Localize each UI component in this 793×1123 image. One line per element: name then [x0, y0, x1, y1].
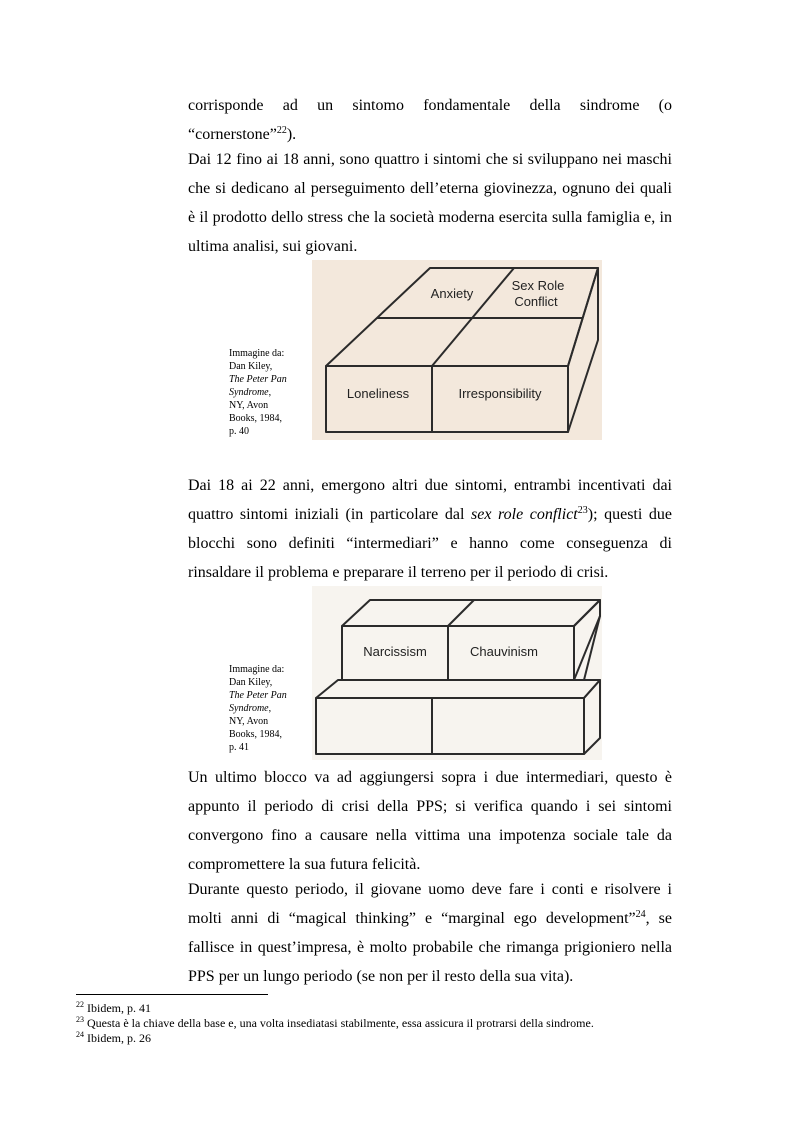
paragraph-5-line-4: PPS per un lungo periodo (se non per il resto della sua vita). [188, 968, 574, 985]
footnote-separator [76, 994, 268, 995]
caption-title-part: Syndrome [229, 703, 269, 714]
paragraph-4-line-3: convergono fino a causare nella vittima una impotenza sociale tale da [188, 827, 672, 844]
emphasis-text: sex role conflict [470, 506, 578, 523]
paragraph-3-line-2 [188, 500, 672, 529]
block-label-chauvinism: Chauvinism [470, 644, 538, 659]
caption-title-part: Syndrome [229, 387, 269, 398]
caption-line: Books, 1984, [229, 729, 283, 740]
paragraph-2-line-3: è il prodotto dello stress che la società moderna esercita sulla famiglia e, in [188, 209, 672, 226]
paragraph-4-line-4: compromettere la sua futura felicità. [188, 856, 421, 873]
figure-1-caption [229, 347, 299, 438]
figure-1-image [312, 260, 602, 440]
paragraph-5-line-3: fallisce in quest’impresa, è molto probabile che rimanga prigioniero nella [188, 939, 672, 956]
footnote-ref-24[interactable]: 24 [635, 909, 646, 920]
paragraph-2-line-4: ultima analisi, sui giovani. [188, 238, 358, 255]
paragraph-4-line-2: appunto il periodo di crisi della PPS; si verifica quando i sei sintomi [188, 798, 672, 815]
paragraph-4 [188, 763, 672, 879]
text-fragment: ). [286, 126, 297, 143]
caption-line: Immagine da: [229, 664, 285, 675]
caption-comma: , [268, 703, 272, 714]
caption-line: Dan Kiley, [229, 361, 273, 372]
figure-1-diagram [312, 260, 602, 440]
block-label-anxiety: Anxiety [430, 286, 474, 301]
caption-title [229, 702, 299, 715]
text-fragment: ); questi due [587, 506, 673, 523]
paragraph-3-line-4: rinsaldare il problema e preparare il terreno per il periodo di crisi. [188, 564, 609, 581]
caption-line: p. 40 [229, 426, 249, 437]
paragraph-3-line-1: Dai 18 ai 22 anni, emergono altri due sintomi, entrambi incentivati dai [188, 477, 672, 494]
figure-2-image [312, 586, 602, 760]
caption-comma: , [268, 387, 272, 398]
paragraph-3-line-3: blocchi sono definiti “intermediari” e hanno come conseguenza di [188, 535, 672, 552]
footnote-ref-22[interactable]: 22 [276, 125, 287, 136]
caption-title [229, 386, 299, 399]
caption-title [229, 373, 299, 386]
paragraph-5-line-2 [188, 904, 672, 933]
caption-title-part: The Peter Pan [229, 374, 287, 385]
figure-2-caption [229, 663, 299, 754]
block-label-loneliness: Loneliness [346, 386, 410, 401]
text-fragment: molti anni di “magical thinking” e “marginal ego development” [188, 910, 636, 927]
caption-line: NY, Avon [229, 400, 269, 411]
block-label-narcissism: Narcissism [363, 644, 427, 659]
caption-line: Books, 1984, [229, 413, 283, 424]
footnote-24 [76, 1031, 151, 1046]
paragraph-2-line-2: che si dedicano al perseguimento dell’eterna giovinezza, ognuno dei quali [188, 180, 672, 197]
paragraph-5 [188, 875, 672, 991]
block-label-irresponsibility: Irresponsibility [458, 386, 542, 401]
caption-line: Immagine da: [229, 348, 285, 359]
caption-line: Dan Kiley, [229, 677, 273, 688]
figure-2-diagram [312, 586, 602, 760]
paragraph-1-line-1: corrisponde ad un sintomo fondamentale della sindrome (o [188, 97, 672, 114]
footnote-number: 23 [76, 1015, 84, 1024]
caption-title-part: The Peter Pan [229, 690, 287, 701]
caption-line: p. 41 [229, 742, 249, 753]
footnote-22 [76, 1001, 151, 1016]
text-fragment: “cornerstone” [188, 126, 277, 143]
footnote-23 [76, 1016, 594, 1031]
text-fragment: , se [645, 910, 673, 927]
caption-line: NY, Avon [229, 716, 269, 727]
paragraph-1 [188, 91, 672, 149]
footnote-number: 24 [76, 1030, 84, 1039]
text-fragment: quattro sintomi iniziali (in particolare dal [188, 506, 471, 523]
block-label-sex-role: Sex Role [511, 278, 565, 293]
footnote-number: 22 [76, 1000, 84, 1009]
footnote-ref-23[interactable]: 23 [577, 505, 588, 516]
paragraph-2-line-1: Dai 12 fino ai 18 anni, sono quattro i sintomi che si sviluppano nei maschi [188, 151, 672, 168]
paragraph-3 [188, 471, 672, 587]
paragraph-2 [188, 145, 672, 261]
block-label-conflict: Conflict [514, 294, 558, 309]
footnote-text: Ibidem, p. 41 [87, 1001, 151, 1015]
footnote-text: Questa è la chiave della base e, una volta insediatasi stabilmente, essa assicura il protrarsi della sindrome. [87, 1016, 594, 1030]
footnote-text: Ibidem, p. 26 [87, 1031, 151, 1045]
paragraph-5-line-1: Durante questo periodo, il giovane uomo deve fare i conti e risolvere i [188, 881, 672, 898]
caption-title [229, 689, 299, 702]
paragraph-4-line-1: Un ultimo blocco va ad aggiungersi sopra i due intermediari, questo è [188, 769, 672, 786]
